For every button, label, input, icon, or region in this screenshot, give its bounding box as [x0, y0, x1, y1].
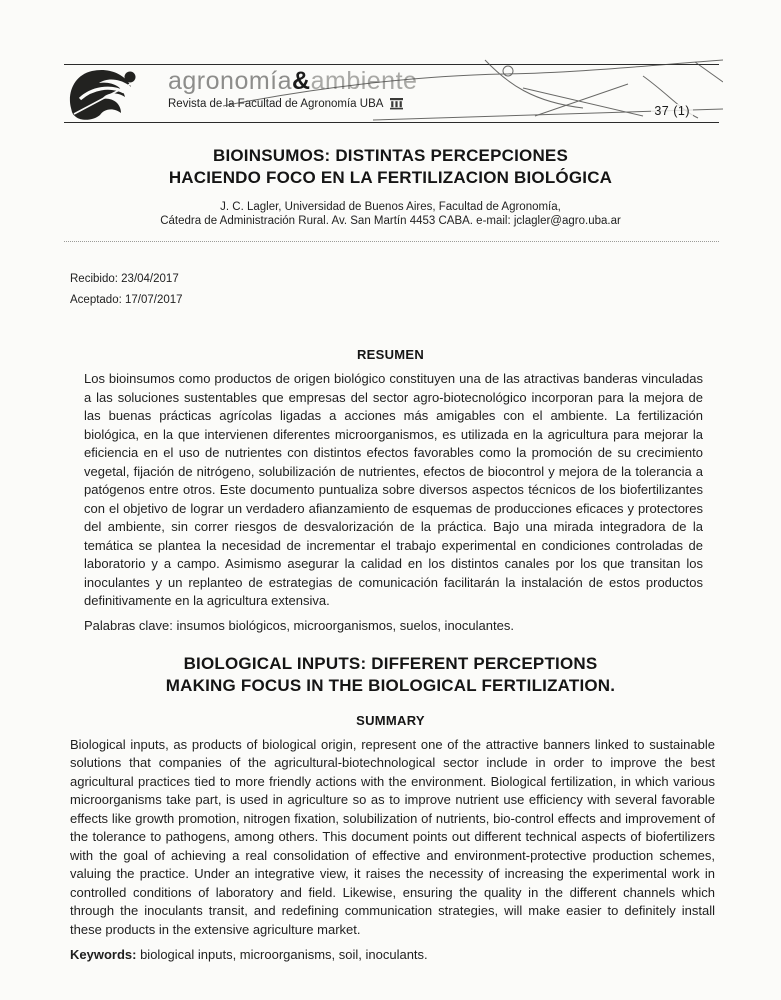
accepted-label: Aceptado: — [70, 294, 122, 306]
journal-name-ampersand: & — [292, 67, 311, 95]
summary-section — [0, 713, 781, 965]
authors-line1: J. C. Lagler, Universidad de Buenos Aires, Facultad de Agronomía, — [220, 201, 561, 213]
journal-logo-icon — [64, 66, 146, 121]
issue-number: 37 (1) — [651, 104, 693, 118]
english-title-line1: BIOLOGICAL INPUTS: DIFFERENT PERCEPTIONS — [183, 653, 598, 673]
keywords-row — [70, 946, 715, 964]
uba-crest-icon — [389, 97, 404, 110]
resumen-body: Los bioinsumos como productos de origen biológico constituyen una de las atractivas banderas vinculadas a las soluciones sustentables que empresas del sector agro-biotecnológico incorporan para la mejora de las buenas prácticas agrícolas ligadas a acciones más amigables con el ambiente. La fertilización biológica, en la que intervienen diferentes microorganismos, es utilizada en la agricultura para mejorar la eficiencia en el uso de nutrientes con distintos efectos favorables como la promoción de su crecimiento vegetal, fijación de nitrógeno, solubilización de nutrientes, efectos de biocontrol y mejora de la tolerancia a patógenos entre otros. Este documento puntualiza sobre diversos aspectos técnicos de los biofertilizantes con el objetivo de lograr un verdadero afianzamiento de esquemas de producciones eficaces y protectores del ambiente, sin correr riesgos de desvalorización de la práctica. Bajo una mirada integradora de la temática se plantea la necesidad de incrementar el trabajo experimental en condiciones controladas de laboratorio y a campo. Asimismo asegurar la calidad en los distintos canales por los que transitan los inoculantes y un replanteo de estrategias de comunicación facilitarán la instalación de estos productos definitivamente en la agricultura extensiva. — [84, 371, 703, 608]
received-row — [70, 272, 781, 286]
accepted-row — [70, 293, 781, 307]
authors-line2: Cátedra de Administración Rural. Av. San Martín 4453 CABA. e-mail: jclagler@agro.uba.ar — [160, 214, 621, 227]
dates-block — [70, 272, 781, 307]
summary-body: Biological inputs, as products of biological origin, represent one of the attractive banners linked to sustainable solutions that companies of the agricultural-biotechnological sector include in order to improve the best agricultural practices tied to more friendly actions with the environment. Biological fertilization, in which various microorganisms take part, is used in agriculture so as to improve nutrient use efficiency with several favorable effects like growth promotion, nitrogen fixation, solubilization of nutrients, bio-control effects and improvement of the tolerance to pathogens, among others. This document points out different technical aspects of biofertilizers with the goal of achieving a real consolidation of effective and environment-protective production schemes, valuing the practice. Under an integrative view, it raises the necessity of increasing the experimental work in controlled conditions of laboratory and field. Likewise, ensuring the quality in the different channels which through the inoculants transit, and redefining communication strategies, will make easier to definitely install these products in the extensive agriculture market. — [70, 736, 715, 937]
resumen-section — [0, 347, 781, 635]
english-title — [40, 653, 741, 697]
journal-name-part1: agronomía — [168, 67, 293, 95]
keywords-text: biological inputs, microorganisms, soil, inoculants. — [136, 947, 428, 962]
received-date: 23/04/2017 — [121, 273, 179, 285]
english-title-line2: MAKING FOCUS IN THE BIOLOGICAL FERTILIZATION. — [165, 675, 616, 695]
journal-name — [168, 68, 417, 95]
journal-name-part2: ambiente — [310, 67, 418, 95]
journal-masthead — [64, 64, 719, 123]
journal-subtitle-row — [168, 97, 417, 110]
palabras-clave-label: Palabras clave: — [84, 617, 173, 633]
journal-subtitle: Revista de la Facultad de Agronomía UBA — [168, 97, 384, 110]
palabras-clave-row — [84, 617, 703, 635]
article-title-line2: HACIENDO FOCO EN LA FERTILIZACION BIOLÓGICA — [168, 168, 613, 187]
summary-heading: SUMMARY — [356, 712, 425, 728]
article-body — [0, 145, 781, 964]
received-label: Recibido: — [70, 273, 118, 285]
author-affiliation — [40, 201, 741, 228]
palabras-clave-text: insumos biológicos, microorganismos, suelos, inoculantes. — [172, 617, 514, 633]
article-title-line1: BIOINSUMOS: DISTINTAS PERCEPCIONES — [212, 146, 569, 165]
article-title — [40, 145, 741, 189]
accepted-date: 17/07/2017 — [125, 294, 183, 306]
dotted-divider — [64, 241, 719, 242]
keywords-label: Keywords: — [70, 947, 137, 962]
masthead-text — [168, 68, 417, 110]
journal-header — [64, 64, 719, 123]
resumen-heading: RESUMEN — [356, 347, 425, 362]
